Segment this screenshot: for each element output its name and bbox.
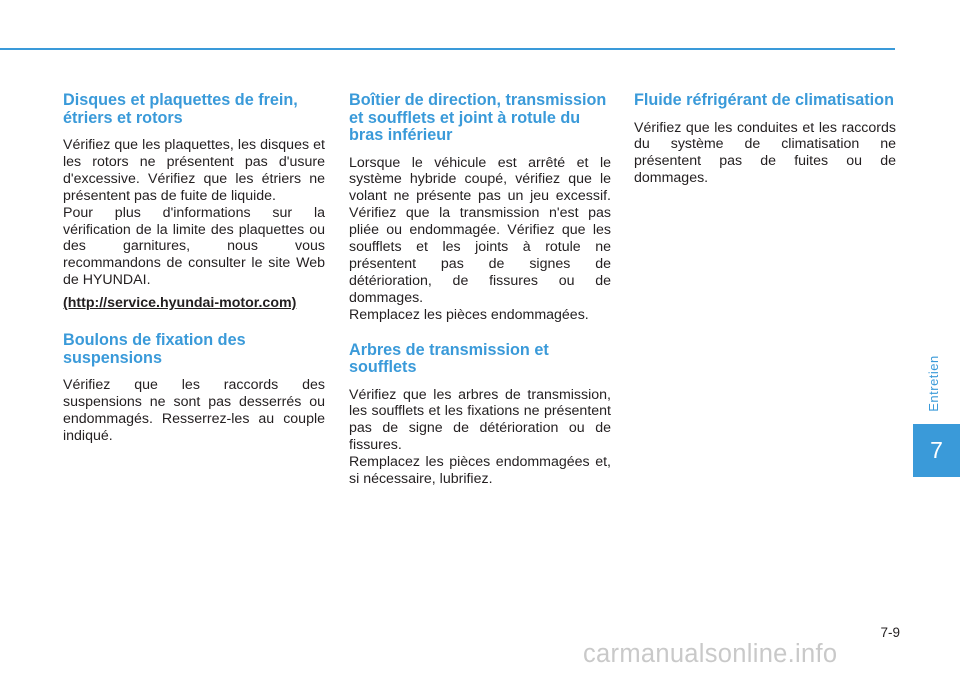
paragraph-drive-shafts-1: Vérifiez que les arbres de transmission, les soufflets et les fixations ne présentent pas de signe de détérioration ou de fissures.: [349, 386, 611, 454]
paragraph-refrigerant: Vérifiez que les conduites et les raccords du système de climatisation ne présentent pas de fuites ou de dommages.: [634, 119, 896, 187]
chapter-number-tab: 7: [913, 424, 960, 477]
section-heading-steering: Boîtier de direction, transmission et soufflets et joint à rotule du bras inférieur: [349, 91, 607, 144]
paragraph-drive-shafts-2: Remplacez les pièces endommagées et, si nécessaire, lubrifiez.: [349, 454, 611, 488]
paragraph-steering-1: Lorsque le véhicule est arrêté et le système hybride coupé, vérifiez que le volant ne présente pas un jeu excessif. Vérifiez que la transmission n'est pas pliée ou endommagée. Vérifiez que les soufflets et les joints à rotule ne présentent pas de signes de détérioration, de fissures ou de dommages.: [349, 154, 611, 306]
paragraph-brakes-2: Pour plus d'informations sur la vérification de la limite des plaquettes ou des garnitures, nous vous recommandons de consulter le site Web de HYUNDAI.: [63, 204, 325, 289]
column-2: [349, 92, 611, 488]
page-number: 7-9: [880, 625, 900, 640]
section-heading-brakes: Disques et plaquettes de frein, étriers et rotors: [63, 91, 298, 127]
chapter-side-label: [921, 340, 945, 426]
watermark: carmanualsonline.info: [583, 640, 838, 668]
paragraph-brakes-1: Vérifiez que les plaquettes, les disques et les rotors ne présentent pas d'usure d'excessive. Vérifiez que les étriers ne présentent pas de fuite de liquide.: [63, 137, 325, 204]
chapter-title: Entretien: [925, 354, 941, 412]
column-3: [634, 92, 896, 187]
section-heading-drive-shafts: Arbres de transmission et soufflets: [349, 340, 549, 377]
header-rule: [0, 48, 895, 50]
section-heading-refrigerant: Fluide réfrigérant de climatisation: [634, 91, 894, 109]
service-link[interactable]: (http://service.hyundai-motor.com): [63, 295, 297, 312]
paragraph-suspension-bolts: Vérifiez que les raccords des suspensions ne sont pas desserrés ou endommagés. Resserrez-les au couple indiqué.: [63, 377, 325, 444]
section-heading-suspension-bolts: Boulons de fixation des suspensions: [63, 331, 246, 367]
paragraph-steering-2: Remplacez les pièces endommagées.: [349, 306, 589, 323]
column-1: [63, 92, 325, 445]
